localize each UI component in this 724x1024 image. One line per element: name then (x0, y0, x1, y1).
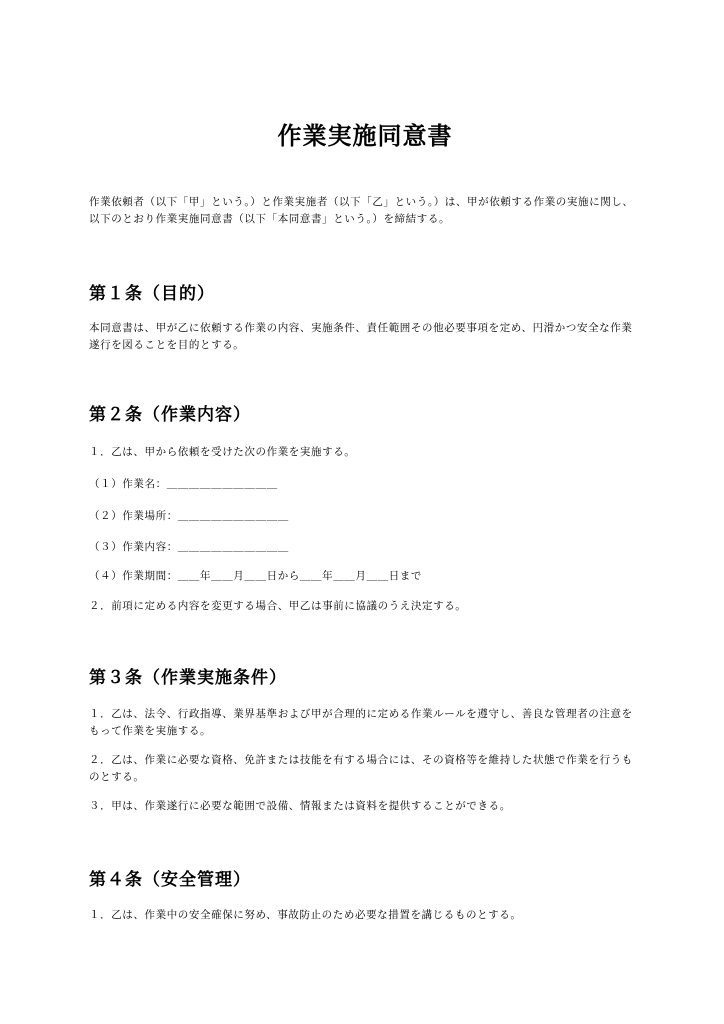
article-2-paragraph-1: １．乙は、甲から依頼を受けた次の作業を実施する。 (89, 446, 356, 458)
article-1-paragraph-1: 本同意書は、甲が乙に依頼する作業の内容、実施条件、責任範囲その他必要事項を定め、円滑かつ安全な作業遂行を図ることを目的とする。 (89, 322, 633, 351)
article-2-item-3: （３）作業内容：＿＿＿＿＿＿＿＿＿＿ (89, 541, 289, 553)
article-3-heading: 第３条（作業実施条件） (89, 668, 287, 688)
article-4-paragraph-1: １．乙は、作業中の安全確保に努め、事故防止のため必要な措置を講じるものとする。 (89, 909, 522, 921)
article-2-item-4: （４）作業期間：＿＿年＿＿月＿＿日から＿＿年＿＿月＿＿日まで (89, 570, 422, 582)
article-4-heading: 第４条（安全管理） (89, 870, 251, 890)
article-3-paragraph-2: ２．乙は、作業に必要な資格、免許または技能を有する場合には、その資格等を維持した状態で作業を行うものとする。 (89, 754, 633, 783)
article-1-heading: 第１条（目的） (89, 284, 215, 304)
article-2-paragraph-2: ２．前項に定める内容を変更する場合、甲乙は事前に協議のうえ決定する。 (89, 600, 467, 612)
document-title: 作業実施同意書 (277, 122, 453, 150)
preamble: 作業依頼者（以下「甲」という。）と作業実施者（以下「乙」という。）は、甲が依頼する作業の実施に関し、以下のとおり作業実施同意書（以下「本同意書」という。）を締結する。 (89, 196, 634, 225)
article-2-item-1: （１）作業名：＿＿＿＿＿＿＿＿＿＿ (89, 478, 278, 490)
article-3-paragraph-1: １．乙は、法令、行政指導、業界基準および甲が合理的に定める作業ルールを遵守し、善良な管理者の注意をもって作業を実施する。 (89, 708, 633, 737)
article-2-item-2: （２）作業場所：＿＿＿＿＿＿＿＿＿＿ (89, 510, 289, 522)
article-2-heading: 第２条（作業内容） (89, 405, 251, 425)
article-3-paragraph-3: ３．甲は、作業遂行に必要な範囲で設備、情報または資料を提供することができる。 (89, 800, 511, 812)
